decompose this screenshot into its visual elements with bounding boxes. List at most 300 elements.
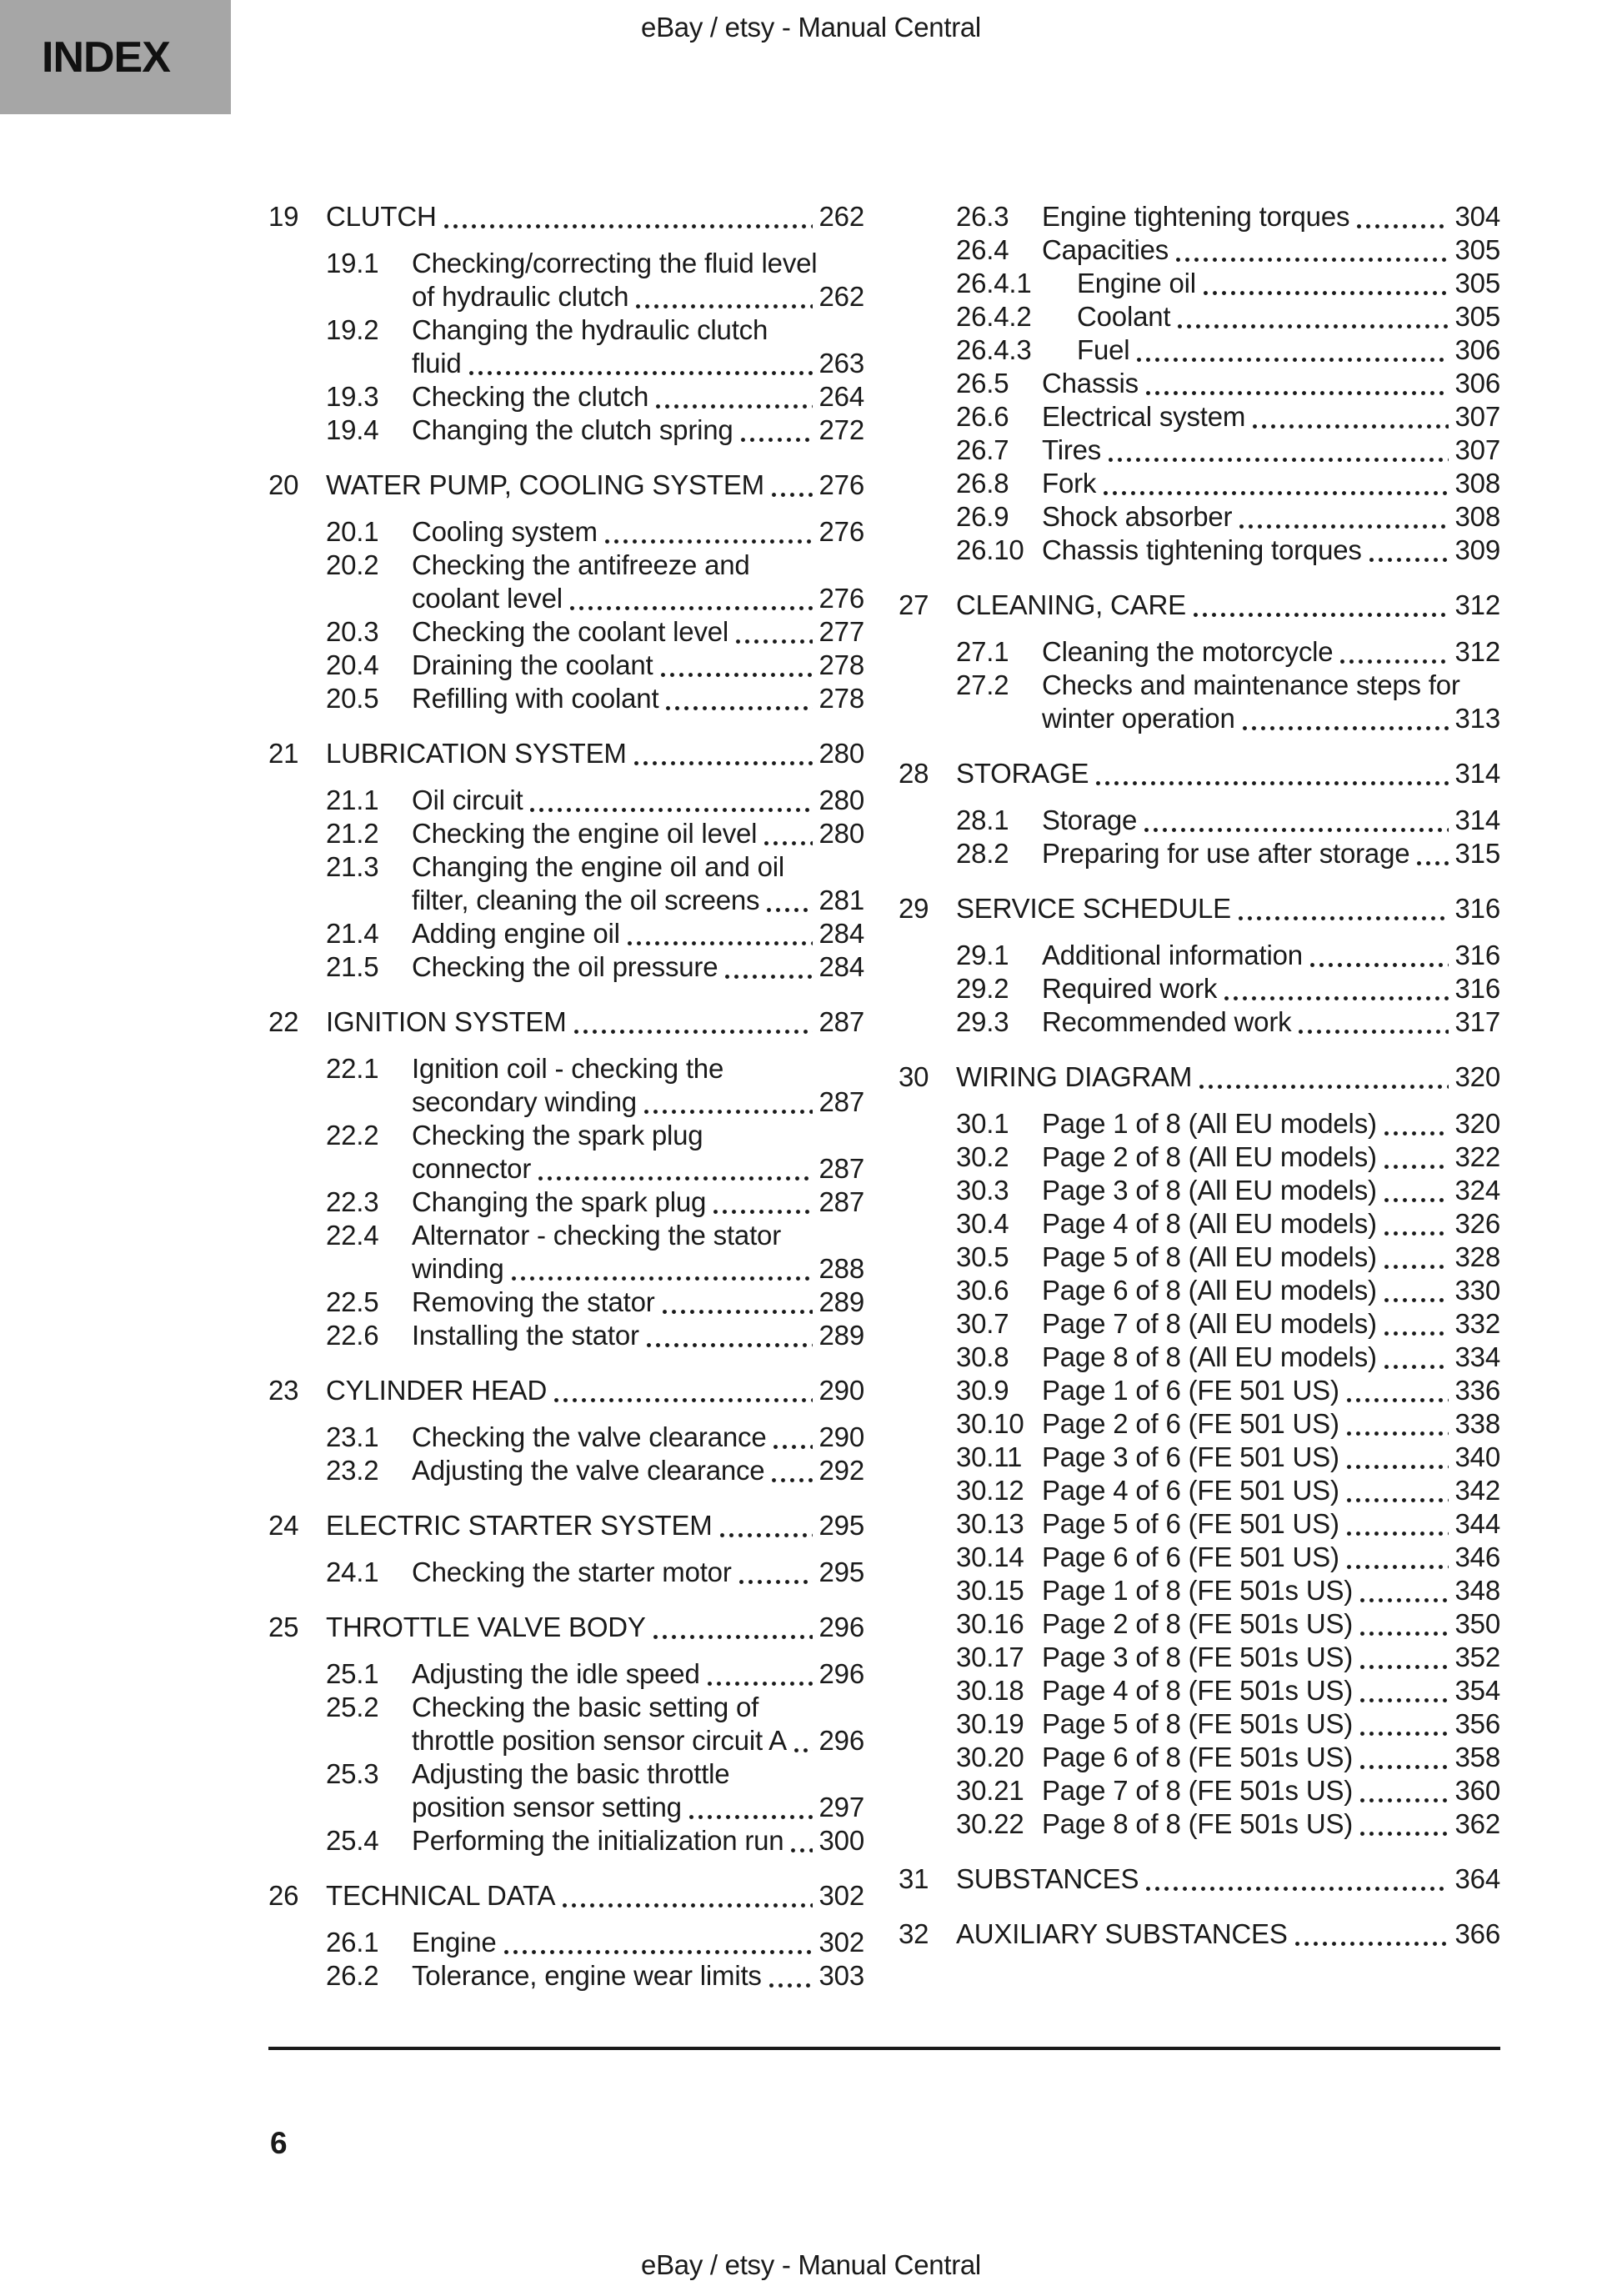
dot-leader: [1175, 300, 1448, 333]
entry-page-number: 324: [1454, 1175, 1500, 1206]
dot-leader: [687, 1791, 813, 1824]
toc-entry: [899, 1707, 1500, 1741]
entry-body: [1042, 1741, 1500, 1774]
entry-number: 26.6: [956, 401, 1009, 432]
dot-leader: [644, 1319, 813, 1352]
toc-entry: [899, 1060, 1500, 1094]
entry-page-number: 307: [1454, 434, 1500, 465]
entry-page-number: 350: [1454, 1608, 1500, 1639]
entry-page-number: 306: [1454, 334, 1500, 365]
entry-page-number: 332: [1454, 1308, 1500, 1339]
dot-leader: [1134, 333, 1448, 367]
entry-title-text: WIRING DIAGRAM: [956, 1061, 1193, 1092]
entry-page-number: 295: [819, 1510, 864, 1541]
entry-number: 26: [268, 1880, 299, 1911]
entry-number: 30.22: [956, 1808, 1024, 1839]
dot-leader: [1382, 1107, 1449, 1140]
toc-entry: [899, 1862, 1500, 1896]
entry-body: [412, 1219, 864, 1286]
entry-number: 31: [899, 1863, 929, 1894]
toc-entry: [268, 1757, 864, 1824]
entry-body: [412, 1556, 864, 1589]
entry-body: [326, 1879, 864, 1912]
entry-page-number: 340: [1454, 1441, 1500, 1472]
entry-title-text: position sensor setting: [412, 1792, 682, 1822]
entry-number: 30.5: [956, 1241, 1009, 1272]
entry-number: 25.4: [326, 1825, 379, 1856]
entry-title-text: Checking the oil pressure: [412, 951, 718, 982]
entry-line: [326, 469, 864, 502]
entry-page-number: 280: [819, 785, 864, 815]
entry-page-number: 326: [1454, 1208, 1500, 1239]
entry-title-text: Shock absorber: [1042, 501, 1233, 532]
entry-body: [1042, 500, 1500, 534]
entry-page-number: 287: [819, 1153, 864, 1184]
entry-page-number: 366: [1454, 1918, 1500, 1949]
entry-line: [412, 515, 864, 549]
entry-line: [412, 884, 864, 917]
entry-page-number: 290: [819, 1421, 864, 1452]
entry-page-number: 303: [819, 1960, 864, 1991]
entry-body: [1042, 1341, 1500, 1374]
entry-line: [1042, 1241, 1500, 1274]
toc-entry: [268, 1052, 864, 1119]
entry-body: [956, 589, 1500, 622]
toc-entry: [268, 1319, 864, 1352]
entry-body: [412, 817, 864, 850]
header-title: eBay / etsy - Manual Central: [641, 12, 981, 43]
entry-line: [412, 1657, 864, 1691]
toc-entry: [268, 1879, 864, 1912]
toc-entry: [268, 950, 864, 984]
dot-leader: [1358, 1641, 1448, 1674]
entry-title-text: Refilling with coolant: [412, 683, 659, 714]
entry-body: [1042, 1307, 1500, 1341]
entry-title-text: Checking the valve clearance: [412, 1421, 767, 1452]
entry-page-number: 296: [819, 1725, 864, 1756]
entry-line: [412, 1926, 864, 1959]
entry-line: [326, 1374, 864, 1407]
toc-entry: [268, 1824, 864, 1857]
entry-body: [1042, 1005, 1500, 1039]
entry-title-text: Engine tightening torques: [1042, 201, 1350, 232]
entry-title-text: Performing the initialization run: [412, 1825, 784, 1856]
entry-line: [326, 200, 864, 233]
entry-title-text: Page 2 of 8 (All EU models): [1042, 1141, 1377, 1172]
entry-line: [412, 247, 864, 280]
entry-title-text: Page 5 of 8 (All EU models): [1042, 1241, 1377, 1272]
entry-page-number: 320: [1454, 1061, 1500, 1092]
entry-body: [1042, 837, 1500, 870]
dot-leader: [705, 1657, 813, 1691]
toc-entry: [268, 1286, 864, 1319]
entry-number: 25.2: [326, 1692, 379, 1722]
toc-right-column: [899, 200, 1500, 1993]
entry-title-text: STORAGE: [956, 758, 1089, 789]
entry-body: [1042, 635, 1500, 669]
entry-number: 26.3: [956, 201, 1009, 232]
dot-leader: [771, 1421, 812, 1454]
entry-line: [956, 1060, 1500, 1094]
entry-body: [412, 380, 864, 414]
dot-leader: [658, 649, 813, 682]
dot-leader: [1344, 1507, 1449, 1541]
entry-page-number: 276: [819, 469, 864, 500]
entry-line: [1042, 434, 1500, 467]
entry-title-text: Page 6 of 8 (All EU models): [1042, 1275, 1377, 1306]
dot-leader: [1293, 1918, 1449, 1951]
entry-page-number: 276: [819, 516, 864, 547]
entry-line: [1077, 267, 1500, 300]
entry-title-text: Page 7 of 8 (FE 501s US): [1042, 1775, 1354, 1806]
entry-number: 30.16: [956, 1608, 1024, 1639]
entry-line: [1042, 367, 1500, 400]
dot-leader: [502, 1926, 813, 1959]
entry-body: [412, 1757, 864, 1824]
entry-page-number: 307: [1454, 401, 1500, 432]
entry-line: [1042, 534, 1500, 567]
index-label: INDEX: [42, 33, 170, 82]
entry-page-number: 296: [819, 1612, 864, 1642]
entry-line: [1042, 837, 1500, 870]
dot-leader: [653, 380, 812, 414]
toc-entry: [268, 682, 864, 715]
entry-title-text: Checking/correcting the fluid level: [412, 248, 818, 278]
toc-entry: [268, 1611, 864, 1644]
entry-line: [412, 414, 864, 447]
entry-number: 29.2: [956, 973, 1009, 1004]
entry-number: 28.1: [956, 805, 1009, 835]
entry-line: [412, 682, 864, 715]
entry-number: 22.5: [326, 1286, 379, 1317]
entry-body: [1042, 534, 1500, 567]
entry-number: 26.5: [956, 368, 1009, 399]
toc-entry: [899, 1241, 1500, 1274]
entry-number: 30.12: [956, 1475, 1024, 1506]
toc-entry: [899, 1674, 1500, 1707]
entry-body: [956, 892, 1500, 925]
entry-number: 30.10: [956, 1408, 1024, 1439]
entry-line: [956, 1862, 1500, 1896]
entry-number: 22.3: [326, 1186, 379, 1217]
dot-leader: [788, 1824, 812, 1857]
entry-page-number: 316: [1454, 940, 1500, 970]
entry-line: [412, 950, 864, 984]
entry-page-number: 296: [819, 1658, 864, 1689]
entry-title-text: winding: [412, 1253, 504, 1284]
entry-title-text: Adjusting the valve clearance: [412, 1455, 765, 1486]
dot-leader: [1358, 1774, 1448, 1807]
entry-number: 26.8: [956, 468, 1009, 499]
entry-number: 25.3: [326, 1758, 379, 1789]
entry-title-text: Draining the coolant: [412, 649, 653, 680]
entry-line: [412, 1691, 864, 1724]
entry-page-number: 338: [1454, 1408, 1500, 1439]
entry-body: [412, 549, 864, 615]
entry-line: [412, 380, 864, 414]
dot-leader: [1382, 1274, 1449, 1307]
dot-leader: [1250, 400, 1448, 434]
toc-entry: [899, 1140, 1500, 1174]
entry-body: [412, 1657, 864, 1691]
entry-body: [1077, 267, 1500, 300]
dot-leader: [1367, 534, 1449, 567]
entry-number: 21.2: [326, 818, 379, 849]
entry-page-number: 297: [819, 1792, 864, 1822]
entry-number: 30.11: [956, 1441, 1023, 1472]
entry-title-text: Coolant: [1077, 301, 1171, 332]
dot-leader: [1237, 500, 1448, 534]
entry-line: [1077, 333, 1500, 367]
entry-body: [412, 1186, 864, 1219]
entry-number: 30.4: [956, 1208, 1009, 1239]
dot-leader: [1344, 1441, 1449, 1474]
entry-line: [1042, 467, 1500, 500]
entry-title-text: Page 3 of 8 (FE 501s US): [1042, 1642, 1354, 1672]
toc-entry: [899, 939, 1500, 972]
toc-entry: [268, 549, 864, 615]
entry-line: [412, 280, 864, 313]
dot-leader: [1191, 589, 1449, 622]
entry-title-text: ELECTRIC STARTER SYSTEM: [326, 1510, 713, 1541]
entry-line: [1042, 200, 1500, 233]
dot-leader: [1358, 1574, 1448, 1607]
entry-title-text: Removing the stator: [412, 1286, 655, 1317]
entry-page-number: 348: [1454, 1575, 1500, 1606]
entry-line: [412, 1556, 864, 1589]
entry-line: [956, 1918, 1500, 1951]
entry-title-text: Changing the hydraulic clutch: [412, 314, 768, 345]
entry-page-number: 305: [1454, 268, 1500, 298]
dot-leader: [792, 1724, 813, 1757]
toc-entry: [268, 1691, 864, 1757]
toc-entry: [899, 333, 1500, 367]
entry-body: [1042, 1807, 1500, 1841]
entry-number: 21.1: [326, 785, 379, 815]
entry-title-text: Installing the stator: [412, 1320, 639, 1351]
dot-leader: [1201, 267, 1449, 300]
entry-title-text: Oil circuit: [412, 785, 523, 815]
entry-number: 24: [268, 1510, 299, 1541]
entry-page-number: 306: [1454, 368, 1500, 399]
entry-title-text: Changing the spark plug: [412, 1186, 707, 1217]
entry-line: [1042, 1574, 1500, 1607]
entry-number: 20.4: [326, 649, 379, 680]
toc-entry: [899, 1441, 1500, 1474]
entry-page-number: 290: [819, 1375, 864, 1406]
entry-body: [412, 615, 864, 649]
entry-page-number: 284: [819, 951, 864, 982]
toc-entry: [899, 757, 1500, 790]
entry-page-number: 278: [819, 683, 864, 714]
entry-title-text: THROTTLE VALVE BODY: [326, 1612, 646, 1642]
entry-line: [412, 1454, 864, 1487]
entry-page-number: 280: [819, 818, 864, 849]
entry-body: [1042, 804, 1500, 837]
entry-title-text: Tolerance, engine wear limits: [412, 1960, 762, 1991]
entry-page-number: 278: [819, 649, 864, 680]
toc-entry: [899, 367, 1500, 400]
dot-leader: [1296, 1005, 1448, 1039]
dot-leader: [737, 1556, 813, 1589]
entry-page-number: 342: [1454, 1475, 1500, 1506]
toc-entry: [268, 1374, 864, 1407]
entry-page-number: 354: [1454, 1675, 1500, 1706]
dot-leader: [572, 1005, 813, 1039]
entry-line: [412, 615, 864, 649]
entry-line: [326, 737, 864, 770]
entry-line: [412, 917, 864, 950]
entry-number: 26.7: [956, 434, 1009, 465]
toc-entry: [899, 1918, 1500, 1951]
toc-entry: [899, 1641, 1500, 1674]
toc-entry: [899, 1541, 1500, 1574]
dot-leader: [1382, 1174, 1449, 1207]
dot-leader: [764, 884, 812, 917]
entry-page-number: 284: [819, 918, 864, 949]
dot-leader: [467, 347, 813, 380]
dot-leader: [1144, 1862, 1448, 1896]
entry-body: [412, 1691, 864, 1757]
entry-line: [1042, 1174, 1500, 1207]
dot-leader: [1382, 1207, 1449, 1241]
entry-line: [326, 1611, 864, 1644]
entry-body: [326, 1509, 864, 1542]
entry-number: 27.1: [956, 636, 1009, 667]
dot-leader: [1414, 837, 1448, 870]
dot-leader: [1197, 1060, 1448, 1094]
entry-title-text: Required work: [1042, 973, 1218, 1004]
toc-entry: [899, 434, 1500, 467]
toc-entry: [899, 1574, 1500, 1607]
entry-line: [1042, 1474, 1500, 1507]
entry-title-text: secondary winding: [412, 1086, 637, 1117]
entry-number: 19: [268, 201, 299, 232]
dot-leader: [642, 1085, 813, 1119]
toc-entry: [268, 615, 864, 649]
entry-title-text: Page 3 of 8 (All EU models): [1042, 1175, 1377, 1206]
toc-entry: [899, 1207, 1500, 1241]
entry-body: [412, 649, 864, 682]
entry-line: [412, 1252, 864, 1286]
entry-line: [1042, 1707, 1500, 1741]
entry-line: [1042, 1207, 1500, 1241]
entry-line: [412, 1085, 864, 1119]
dot-leader: [552, 1374, 812, 1407]
entry-number: 21.4: [326, 918, 379, 949]
dot-leader: [1106, 434, 1448, 467]
entry-title-text: Page 2 of 8 (FE 501s US): [1042, 1608, 1354, 1639]
entry-number: 30.14: [956, 1542, 1024, 1572]
dot-leader: [723, 950, 812, 984]
dot-leader: [509, 1252, 813, 1286]
entry-line: [326, 1879, 864, 1912]
entry-title-text: TECHNICAL DATA: [326, 1880, 556, 1911]
entry-line: [412, 1959, 864, 1993]
entry-body: [1042, 1174, 1500, 1207]
entry-number: 30.19: [956, 1708, 1024, 1739]
entry-title-text: Page 4 of 8 (FE 501s US): [1042, 1675, 1354, 1706]
dot-leader: [762, 817, 812, 850]
entry-line: [1042, 1407, 1500, 1441]
entry-body: [1077, 333, 1500, 367]
entry-number: 30.7: [956, 1308, 1009, 1339]
entry-title-text: Checks and maintenance steps for: [1042, 669, 1460, 700]
entry-body: [956, 1862, 1500, 1896]
entry-body: [956, 1060, 1500, 1094]
entry-line: [1042, 804, 1500, 837]
entry-body: [412, 1959, 864, 1993]
entry-body: [412, 1286, 864, 1319]
entry-number: 30: [899, 1061, 929, 1092]
entry-line: [1042, 1374, 1500, 1407]
entry-body: [1042, 972, 1500, 1005]
entry-line: [1042, 1307, 1500, 1341]
entry-number: 30.15: [956, 1575, 1024, 1606]
entry-body: [1077, 300, 1500, 333]
entry-body: [412, 1119, 864, 1186]
entry-body: [326, 1005, 864, 1039]
dot-leader: [1358, 1674, 1448, 1707]
entry-number: 26.4.2: [956, 301, 1032, 332]
entry-number: 29: [899, 893, 929, 924]
entry-number: 32: [899, 1918, 929, 1949]
entry-line: [412, 1152, 864, 1186]
entry-title-text: coolant level: [412, 583, 563, 614]
entry-page-number: 308: [1454, 501, 1500, 532]
entry-page-number: 358: [1454, 1742, 1500, 1772]
entry-line: [1042, 1774, 1500, 1807]
dot-leader: [1174, 233, 1448, 267]
dot-leader: [1382, 1341, 1449, 1374]
entry-body: [412, 917, 864, 950]
entry-title-text: Page 5 of 8 (FE 501s US): [1042, 1708, 1354, 1739]
dot-leader: [651, 1611, 813, 1644]
entry-page-number: 305: [1454, 234, 1500, 265]
entry-number: 26.4: [956, 234, 1009, 265]
entry-body: [1042, 367, 1500, 400]
entry-title-text: Cooling system: [412, 516, 598, 547]
entry-body: [1042, 1641, 1500, 1674]
entry-body: [956, 757, 1500, 790]
entry-line: [956, 892, 1500, 925]
entry-title-text: Capacities: [1042, 234, 1169, 265]
entry-page-number: 334: [1454, 1341, 1500, 1372]
entry-number: 30.3: [956, 1175, 1009, 1206]
toc-entry: [268, 1556, 864, 1589]
entry-page-number: 362: [1454, 1808, 1500, 1839]
entry-number: 30.2: [956, 1141, 1009, 1172]
entry-body: [412, 1926, 864, 1959]
entry-number: 30.13: [956, 1508, 1024, 1539]
entry-line: [412, 313, 864, 347]
dot-leader: [718, 1509, 813, 1542]
toc-entry: [268, 1119, 864, 1186]
toc-entry: [899, 1307, 1500, 1341]
entry-line: [1042, 400, 1500, 434]
entry-body: [1042, 233, 1500, 267]
entry-title-text: LUBRICATION SYSTEM: [326, 738, 627, 769]
dot-leader: [769, 1454, 812, 1487]
entry-page-number: 312: [1454, 636, 1500, 667]
toc-entry: [268, 649, 864, 682]
entry-title-text: Page 6 of 6 (FE 501 US): [1042, 1542, 1339, 1572]
entry-body: [1042, 467, 1500, 500]
entry-number: 30.9: [956, 1375, 1009, 1406]
entry-title-text: Storage: [1042, 805, 1138, 835]
toc-entry: [899, 1507, 1500, 1541]
entry-page-number: 314: [1454, 805, 1500, 835]
